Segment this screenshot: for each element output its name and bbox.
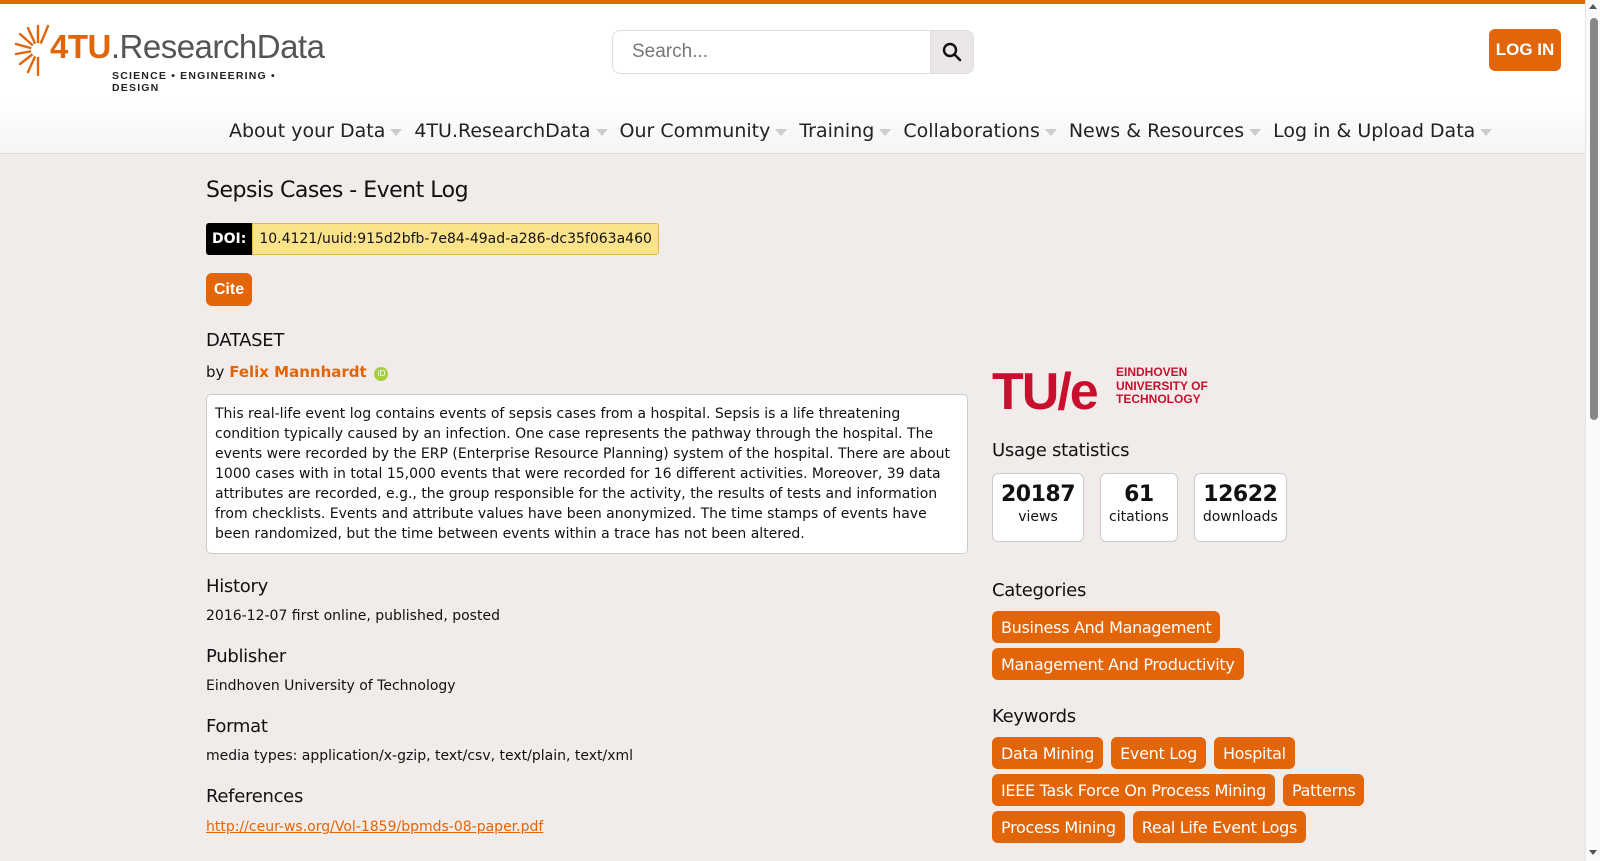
keyword-tag[interactable]: Real Life Event Logs [1133,811,1306,843]
tue-line: TECHNOLOGY [1116,392,1201,406]
stat-label: views [1018,509,1058,525]
publisher-heading: Publisher [206,646,286,667]
logo-wordmark: 4TU.ResearchData [50,28,325,65]
dataset-type-heading: DATASET [206,330,285,351]
keyword-tag[interactable]: Event Log [1111,737,1206,769]
author-link[interactable]: Felix Mannhardt [229,363,367,381]
keyword-tag[interactable]: Patterns [1283,774,1365,806]
site-header [0,4,1585,154]
stat-views [992,473,1084,542]
keyword-tag[interactable]: Data Mining [992,737,1103,769]
caret-down-icon [1249,129,1261,136]
site-logo[interactable] [14,18,325,94]
logo-tagline: SCIENCE • ENGINEERING • DESIGN [112,70,276,94]
nav-login-upload[interactable] [1273,120,1492,142]
nav-label: Training [799,120,875,142]
institution-logo[interactable] [992,363,1392,421]
keywords-heading: Keywords [992,706,1076,727]
page-scrollbar[interactable] [1585,0,1600,861]
scroll-up-arrow-icon[interactable] [1589,4,1597,9]
stat-downloads [1194,473,1287,542]
nav-training[interactable] [799,120,891,142]
nav-our-community[interactable] [620,120,788,142]
stat-number: 61 [1124,482,1154,507]
orcid-icon[interactable]: iD [374,367,388,381]
tue-line: UNIVERSITY OF [1116,378,1208,393]
nav-news-resources[interactable] [1069,120,1261,142]
publisher-value: Eindhoven University of Technology [206,678,456,694]
history-heading: History [206,576,268,597]
nav-label: Collaborations [903,120,1040,142]
main-nav [229,120,1504,142]
search-input[interactable] [612,30,930,74]
stat-number: 12622 [1203,482,1278,507]
by-text: by [206,363,225,381]
categories-heading: Categories [992,580,1087,601]
login-button[interactable]: LOG IN [1489,29,1561,71]
nav-label: News & Resources [1068,120,1245,142]
category-tag[interactable]: Business And Management [992,611,1220,643]
nav-label: About your Data [229,120,386,142]
cite-button[interactable]: Cite [206,273,252,306]
references-heading: References [206,786,304,807]
stat-label: downloads [1202,509,1278,525]
history-value: 2016-12-07 first online, published, posted [206,608,500,624]
doi-badge[interactable] [206,223,659,255]
author-byline [206,363,968,381]
search-icon [942,42,962,62]
format-value: media types: application/x-gzip, text/csv, text/plain, text/xml [206,748,634,764]
reference-link[interactable]: http://ceur-ws.org/Vol-1859/bpmds-08-paper.pdf [206,819,544,835]
caret-down-icon [775,129,787,136]
nav-4tu-researchdata[interactable] [414,120,607,142]
caret-down-icon [596,129,608,136]
dataset-description: This real-life event log contains events of sepsis cases from a hospital. Sepsis is a life threatening condition typically caused by an infection. One case represents the pathway through the hospital. The events were recorded by the ERP (Enterprise Resource Planning) system of the hospital. There are about 1000 cases with in total 15,000 events that were recorded for 16 different activities. Moreover, 39 data attributes are recorded, e.g., the group responsible for the activity, the results of tests and information from checklists. Events and attribute values have been anonymized. The time stamps of events have been randomized, but the time between events within a trace has not been altered. [206,394,968,554]
stat-label: citations [1109,509,1169,525]
categories-list [992,611,1412,680]
dataset-main [206,178,968,835]
keyword-tag[interactable]: IEEE Task Force On Process Mining [992,774,1275,806]
nav-collaborations[interactable] [903,120,1057,142]
search-button[interactable] [930,30,974,74]
keyword-tag[interactable]: Hospital [1214,737,1295,769]
doi-value[interactable]: 10.4121/uuid:915d2bfb-7e84-49ad-a286-dc35f063a460 [252,223,659,255]
tue-line: EINDHOVEN [1116,365,1188,379]
caret-down-icon [1045,129,1057,136]
tue-logo-mark: TU/e [992,363,1097,421]
tue-logo-text [1116,366,1208,407]
usage-statistics-heading: Usage statistics [992,440,1130,461]
keywords-list [992,737,1412,843]
stat-citations [1100,473,1178,542]
caret-down-icon [1480,129,1492,136]
usage-stats [992,473,1392,542]
nav-label: 4TU.ResearchData [414,120,591,142]
caret-down-icon [879,129,891,136]
dataset-sidebar [992,363,1392,843]
nav-about-your-data[interactable] [229,120,402,142]
doi-label: DOI: [206,223,252,255]
search-bar [612,30,974,74]
stat-number: 20187 [1001,482,1076,507]
scroll-down-arrow-icon[interactable] [1589,850,1597,855]
nav-label: Our Community [619,120,771,142]
page-title: Sepsis Cases - Event Log [206,178,469,203]
caret-down-icon [390,129,402,136]
keyword-tag[interactable]: Process Mining [992,811,1125,843]
scroll-thumb[interactable] [1590,18,1598,420]
format-heading: Format [206,716,268,737]
category-tag[interactable]: Management And Productivity [992,648,1244,680]
nav-label: Log in & Upload Data [1273,120,1476,142]
